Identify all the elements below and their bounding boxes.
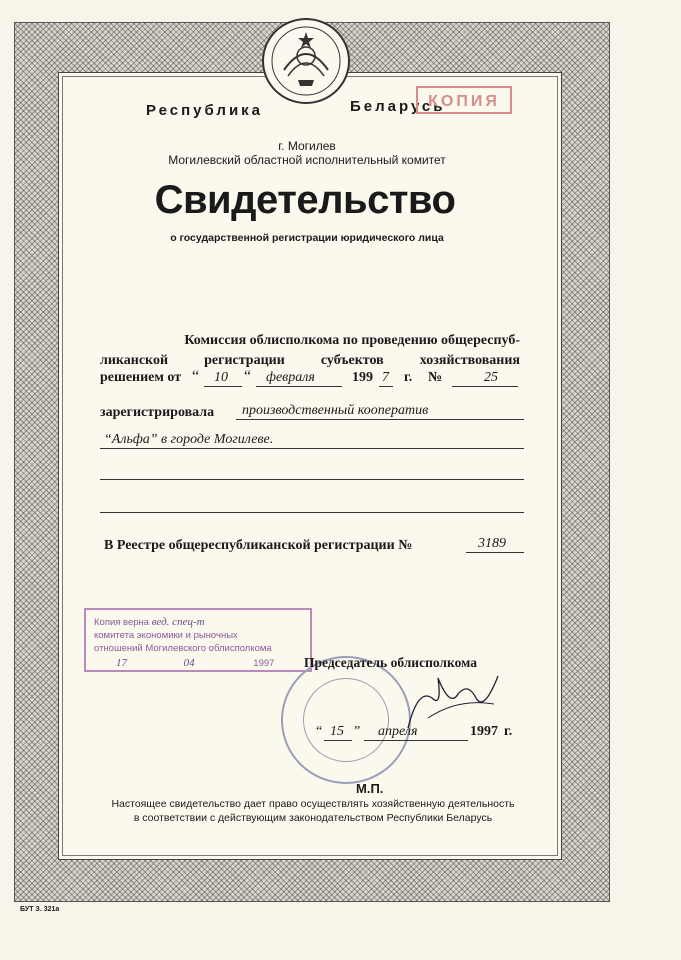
decision-number-label: № <box>428 370 443 385</box>
stamp-date-month: 04 <box>183 657 195 669</box>
stamp-date-year: 1997 <box>253 658 275 669</box>
footer-line-2: в соответствии с действующим законодательством Республики Беларусь <box>133 812 493 824</box>
round-seal-inner <box>303 678 389 762</box>
copy-stamp-label: КОПИЯ <box>416 86 512 114</box>
state-emblem <box>262 18 350 104</box>
sign-date-year-suffix: г. <box>504 724 513 739</box>
committee-name: Могилевский областной исполнительный комитет <box>168 153 446 167</box>
body-line-2: ликанской регистрации субъектов хозяйствования <box>100 353 520 368</box>
stamp-line-3: отношений Могилевского облисполкома <box>94 643 272 654</box>
registry-label: В Реестре общереспубликанской регистрации № <box>104 538 413 553</box>
blank-line-2 <box>100 511 524 513</box>
emblem-icon <box>264 20 348 102</box>
decision-day: 10 <box>214 370 228 385</box>
chairman-label: Председатель облисполкома <box>304 655 477 670</box>
header-republic: Республика <box>146 102 264 119</box>
entity-name-line-1: производственный кооператив <box>242 403 429 418</box>
form-code: БУТ З. 321а <box>20 906 60 913</box>
copy-verified-stamp <box>84 608 312 672</box>
decision-number: 25 <box>484 370 498 385</box>
registry-number: 3189 <box>478 536 506 551</box>
stamp-line-1-prefix: Копия верна <box>94 617 150 628</box>
sign-date-row: “ 15 ” апреля 1997 г. <box>316 724 513 739</box>
decision-year-digit: 7 <box>382 370 389 385</box>
registered-label: зарегистрировала <box>100 405 215 420</box>
stamp-date-day: 17 <box>116 657 127 669</box>
stamp-line-2: комитета экономики и рыночных <box>94 630 238 641</box>
header-belarus: Беларусь <box>350 98 446 115</box>
body-line-1: Комиссия облисполкома по проведению общереспуб- <box>184 333 520 348</box>
entity-name-line-2: “Альфа” в городе Могилеве. <box>104 432 274 447</box>
seal-place-label: М.П. <box>356 781 384 796</box>
decision-label: решением от <box>100 370 182 385</box>
sign-date-month: апреля <box>378 724 418 739</box>
decision-month: февраля <box>266 370 315 385</box>
stamp-line-1-handwritten: вед. спец-т <box>151 616 205 628</box>
sign-date-day: 15 <box>330 724 344 739</box>
blank-line-1 <box>100 478 524 480</box>
decision-year-prefix: 199 <box>352 370 373 385</box>
document-subtitle: о государственной регистрации юридического лица <box>170 232 444 244</box>
document-title: Свидетельство <box>154 178 456 222</box>
sign-date-year: 1997 <box>470 724 498 739</box>
city-name: г. Могилев <box>278 139 336 153</box>
decision-row: решением от “ 10 “ февраля 199 7 г. № 25 <box>100 370 520 390</box>
footer-line-1: Настоящее свидетельство дает право осуществлять хозяйственную деятельность <box>111 798 515 810</box>
decision-year-suffix: г. <box>404 370 413 385</box>
